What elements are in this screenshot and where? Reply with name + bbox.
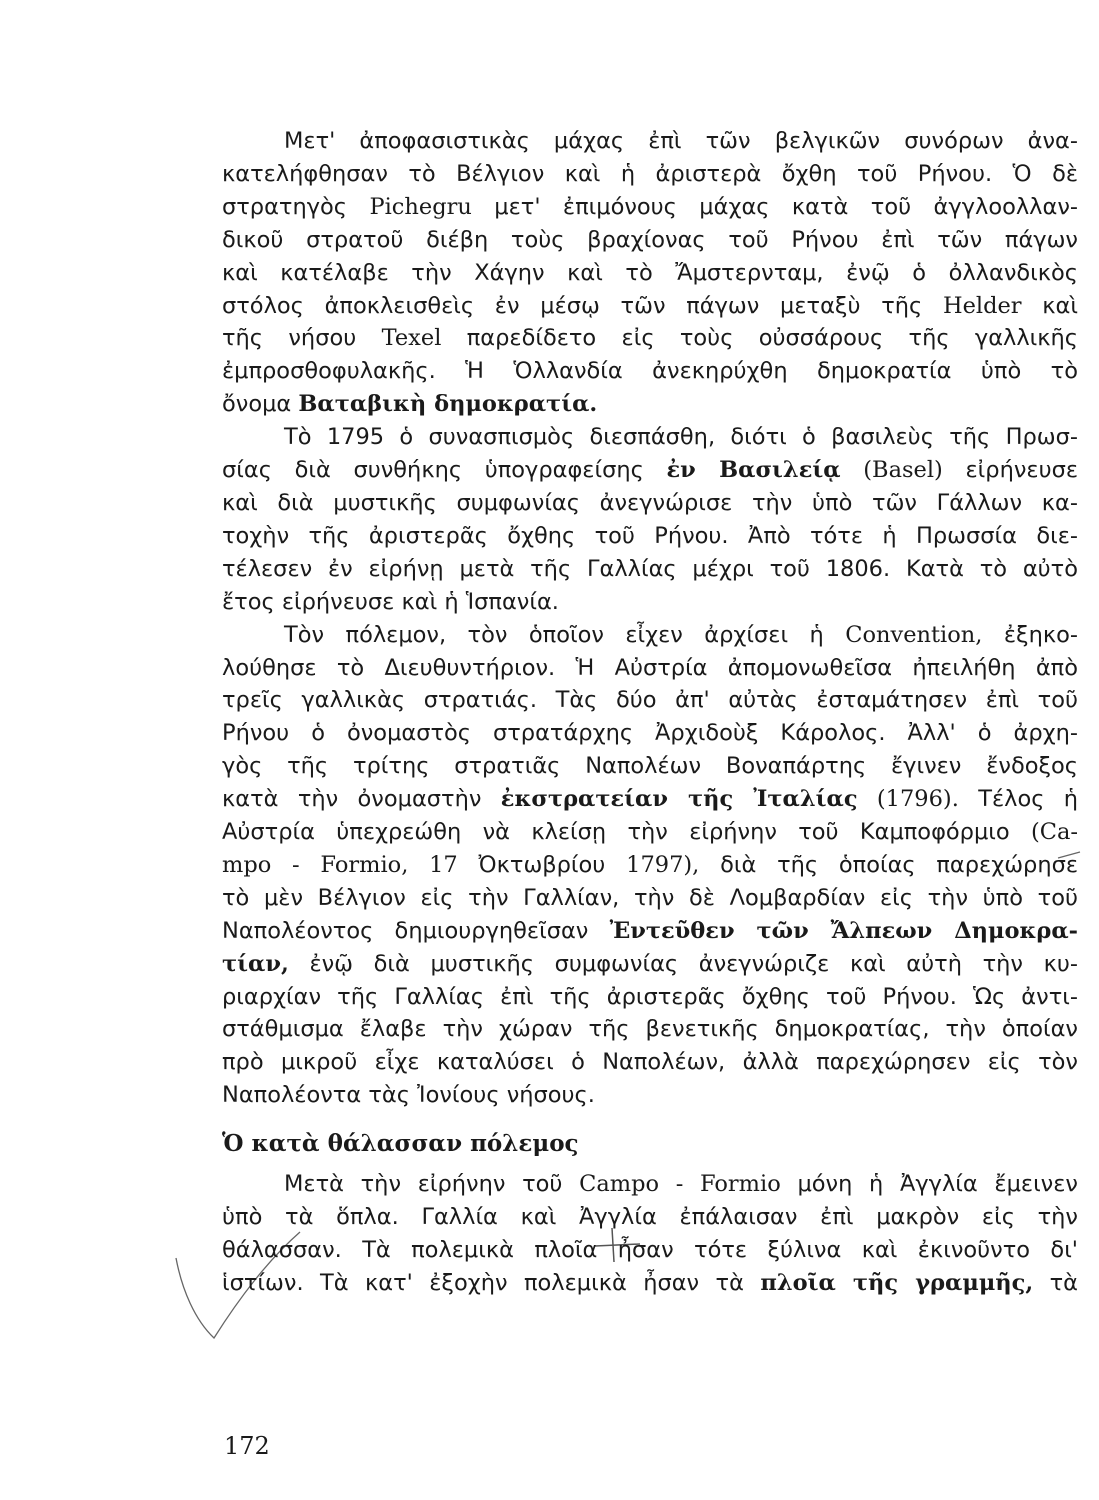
text-line: θάλασσαν. Τὰ πολεμικὰ πλοῖα ἦσαν τότε ξύλινα καὶ ἐκινοῦντο δι' [222,1237,1078,1263]
text-line: δικοῦ στρατοῦ διέβη τοὺς βραχίονας τοῦ Ρήνου ἐπὶ τῶν πάγων [222,226,1078,253]
text-line: ριαρχίαν τῆς Γαλλίας ἐπὶ τῆς ἀριστερᾶς ὄχθης τοῦ Ρήνου. Ὡς ἀντι- [222,983,1078,1010]
paragraph-4 [222,1168,1078,1300]
bold-term: τίαν, [222,950,289,977]
text-line: στρατηγὸς Pichegru μετ' ἐπιμόνους μάχας κατὰ τοῦ ἀγγλοολλαν- [222,193,1079,220]
paragraph-2 [222,421,1078,618]
paragraph-3 [222,619,1078,1113]
bold-term: ἐν Βασιλείᾳ [666,457,841,484]
text-line: ὄνομα Βαταβικὴ δημοκρατία. [222,391,598,418]
text-line: ὑπὸ τὰ ὅπλα. Γαλλία καὶ Ἀγγλία ἐπάλαισαν ἐπὶ μακρὸν εἰς τὴν [222,1204,1078,1231]
text-line: Ναπολέοντος δημιουργηθεῖσαν Ἐντεῦθεν τῶν Ἄλπεων Δημοκρα- [222,917,1078,944]
text-line: Ναπολέοντα τὰς Ἰονίους νήσους. [222,1082,595,1109]
text-line: κατὰ τὴν ὀνομαστὴν ἐκστρατείαν τῆς Ἰταλίας (1796). Τέλος ἡ [222,786,1079,813]
text-line: γὸς τῆς τρίτης στρατιᾶς Ναπολέων Βοναπάρτης ἔγινεν ἔνδοξος [222,753,1078,780]
text-line: τὸ μὲν Βέλγιον εἰς τὴν Γαλλίαν, τὴν δὲ Λομβαρδίαν εἰς τὴν ὑπὸ τοῦ [222,884,1078,911]
text-line: Τὸ 1795 ὁ συνασπισμὸς διεσπάσθη, διότι ὁ βασιλεὺς τῆς Πρωσ- [284,424,1078,451]
text-line: τέλεσεν ἐν εἰρήνῃ μετὰ τῆς Γαλλίας μέχρι τοῦ 1806. Κατὰ τὸ αὐτὸ [222,555,1078,582]
text-line: Μετὰ τὴν εἰρήνην τοῦ Campo - Formio μόνη ἡ Ἀγγλία ἔμεινεν [284,1171,1078,1198]
text-line: Ρήνου ὁ ὀνομαστὸς στρατάρχης Ἀρχιδοὺξ Κάρολος. Ἀλλ' ὁ ἀρχη- [222,720,1078,747]
text-line: στόλος ἀποκλεισθεὶς ἐν μέσῳ τῶν πάγων μεταξὺ τῆς Helder καὶ [222,292,1079,319]
text-line: ἔτος εἰρήνευσε καὶ ἡ Ἱσπανία. [222,588,559,615]
text-line: τοχὴν τῆς ἀριστερᾶς ὄχθης τοῦ Ρήνου. Ἀπὸ τότε ἡ Πρωσσία διε- [222,522,1078,549]
text-line: καὶ διὰ μυστικῆς συμφωνίας ἀνεγνώρισε τὴν ὑπὸ τῶν Γάλλων κα- [222,489,1078,516]
page-number: 172 [224,1432,270,1460]
bold-term: πλοῖα τῆς γραμμῆς, [760,1269,1034,1296]
text-line: σίας διὰ συνθήκης ὑπογραφείσης ἐν Βασιλείᾳ (Basel) εἰρήνευσε [222,457,1079,484]
bold-term: Βαταβικὴ δημοκρατία. [298,391,598,418]
text-line: πρὸ μικροῦ εἶχε καταλύσει ὁ Ναπολέων, ἀλλὰ παρεχώρησεν εἰς τὸν [222,1049,1078,1076]
text-line: καὶ κατέλαβε τὴν Χάγην καὶ τὸ Ἄμστερνταμ, ἐνῷ ὁ ὀλλανδικὸς [222,259,1078,286]
bold-term: Ἐντεῦθεν τῶν Ἄλπεων Δημοκρα- [609,917,1078,944]
text-line: Αὐστρία ὑπεχρεώθη νὰ κλείσῃ τὴν εἰρήνην τοῦ Καμποφόρμιο (Ca- [222,819,1078,846]
page-body [222,125,1078,1300]
paragraph-1 [222,125,1078,421]
text-line: τρεῖς γαλλικὰς στρατιάς. Τὰς δύο ἀπ' αὐτὰς ἐσταμάτησεν ἐπὶ τοῦ [222,687,1078,714]
text-line: τίαν, ἐνῷ διὰ μυστικῆς συμφωνίας ἀνεγνώριζε καὶ αὐτὴ τὴν κυ- [222,950,1078,977]
text-line: λούθησε τὸ Διευθυντήριον. Ἡ Αὐστρία ἀπομονωθεῖσα ἠπειλήθη ἀπὸ [222,654,1078,681]
section-heading: Ὁ κατὰ θάλασσαν πόλεμος [222,1130,579,1158]
text-line: Μετ' ἀποφασιστικὰς μάχας ἐπὶ τῶν βελγικῶν συνόρων ἀνα- [284,128,1078,154]
text-line: στάθμισμα ἔλαβε τὴν χώραν τῆς βενετικῆς δημοκρατίας, τὴν ὁποίαν [222,1016,1078,1043]
text-line: mpo - Formio, 17 Ὀκτωβρίου 1797), διὰ τῆς ὁποίας παρεχώρησε [222,851,1079,878]
text-line: τῆς νήσου Texel παρεδίδετο εἰς τοὺς οὐσσάρους τῆς γαλλικῆς [222,325,1079,352]
text-line: κατελήφθησαν τὸ Βέλγιον καὶ ἡ ἀριστερὰ ὄχθη τοῦ Ρήνου. Ὁ δὲ [222,160,1078,187]
text-line: ἱστίων. Τὰ κατ' ἐξοχὴν πολεμικὰ ἦσαν τὰ πλοῖα τῆς γραμμῆς, τὰ [222,1269,1078,1296]
bold-term: ἐκστρατείαν τῆς Ἰταλίας [500,786,858,813]
text-line: ἐμπροσθοφυλακῆς. Ἡ Ὁλλανδία ἀνεκηρύχθη δημοκρατία ὑπὸ τὸ [222,358,1078,385]
text-line: Τὸν πόλεμον, τὸν ὁποῖον εἶχεν ἀρχίσει ἡ Convention, ἐξηκο- [284,621,1079,648]
